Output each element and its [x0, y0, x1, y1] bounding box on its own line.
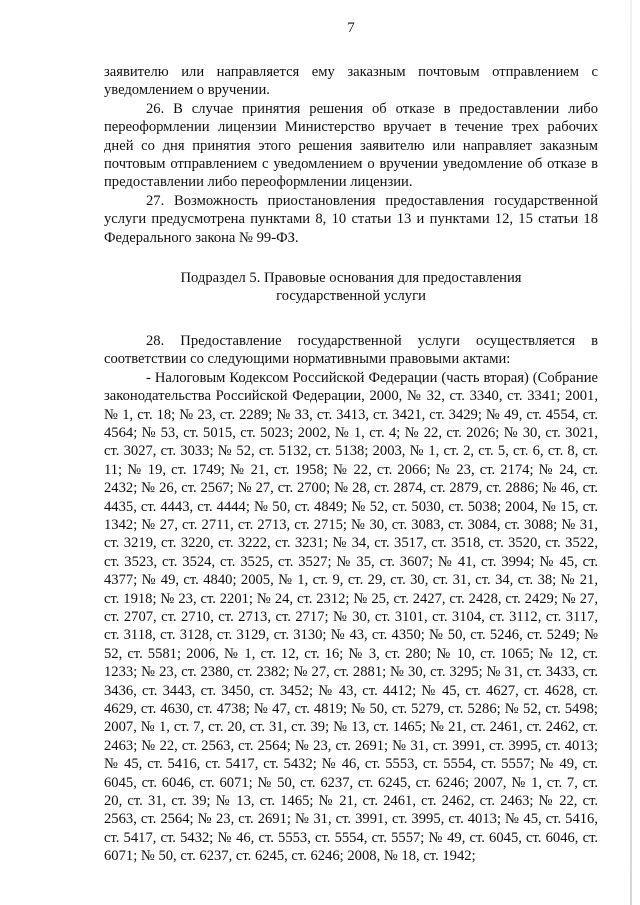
page-edge-shadow — [630, 0, 632, 905]
tax-code-reference: - Налоговым Кодексом Российской Федерации (часть вторая) (Собрание законодательства Российской Федерации, 2000, № 32, ст. 3340, ст. 3341; 2001, № 1, ст. 18; № 23, ст. 2289; № 33, ст. 3413, ст. 3421, ст. 3429; № 49, ст. 4554, ст. 4564; № 53, ст. 5015, ст. 5023; 2002, № 1, ст. 4; № 22, ст. 2026; № 30, ст. 3021, ст. 3027, ст. 3033; № 52, ст. 5132, ст. 5138; 2003, № 1, ст. 2, ст. 5, ст. 6, ст. 8, ст. 11; № 19, ст. 1749; № 21, ст. 1958; № 22, ст. 2066; № 23, ст. 2174; № 24, ст. 2432; № 26, ст. 2567; № 27, ст. 2700; № 28, ст. 2874, ст. 2879, ст. 2886; № 46, ст. 4435, ст. 4443, ст. 4444; № 50, ст. 4849; № 52, ст. 5030, ст. 5038; 2004, № 15, ст. 1342; № 27, ст. 2711, ст. 2713, ст. 2715; № 30, ст. 3083, ст. 3084, ст. 3088; № 31, ст. 3219, ст. 3220, ст. 3222, ст. 3231; № 34, ст. 3517, ст. 3518, ст. 3520, ст. 3522, ст. 3523, ст. 3524, ст. 3525, ст. 3527; № 35, ст. 3607; № 41, ст. 3994; № 45, ст. 4377; № 49, ст. 4840; 2005, № 1, ст. 9, ст. 29, ст. 30, ст. 31, ст. 34, ст. 38; № 21, ст. 1918; № 23, ст. 2201; № 24, ст. 2312; № 25, ст. 2427, ст. 2428, ст. 2429; № 27, ст. 2707, ст. 2710, ст. 2713, ст. 2717; № 30, ст. 3101, ст. 3104, ст. 3112, ст. 3117, ст. 3118, ст. 3128, ст. 3129, ст. 3130; № 43, ст. 4350; № 50, ст. 5246, ст. 5249; № 52, ст. 5581; 2006, № 1, ст. 12, ст. 16; № 3, ст. 280; № 10, ст. 1065; № 12, ст. 1233; № 23, ст. 2380, ст. 2382; № 27, ст. 2881; № 30, ст. 3295; № 31, ст. 3433, ст. 3436, ст. 3443, ст. 3450, ст. 3452; № 43, ст. 4412; № 45, ст. 4627, ст. 4628, ст. 4629, ст. 4630, ст. 4738; № 47, ст. 4819; № 50, ст. 5279, ст. 5286; № 52, ст. 5498; 2007, № 1, ст. 7, ст. 20, ст. 31, ст. 39; № 13, ст. 1465; № 21, ст. 2461, ст. 2462, ст. 2463; № 22, ст. 2563, ст. 2564; № 23, ст. 2691; № 31, ст. 3991, ст. 3995, ст. 4013; № 45, ст. 5416, ст. 5417, ст. 5432; № 46, ст. 5553, ст. 5554, ст. 5557; № 49, ст. 6045, ст. 6046, ст. 6071; № 50, ст. 6237, ст. 6245, ст. 6246; 2007, № 1, ст. 7, ст. 20, ст. 31, ст. 39; № 13, ст. 1465; № 21, ст. 2461, ст. 2462, ст. 2463; № 22, ст. 2563, ст. 2564; № 23, ст. 2691; № 31, ст. 3991, ст. 3995, ст. 4013; № 45, ст. 5416, ст. 5417, ст. 5432; № 46, ст. 5553, ст. 5554, ст. 5557; № 49, ст. 6045, ст. 6046, ст. 6071; № 50, ст. 6237, ст. 6245, ст. 6246; 2008, № 18, ст. 1942; — [104, 369, 598, 865]
page-number: 7 — [347, 20, 355, 36]
subsection-heading — [104, 269, 598, 306]
subsection-heading-line-2: государственной услуги — [276, 288, 426, 305]
paragraph-26: 26. В случае принятия решения об отказе в предоставлении либо переоформлении лицензии Министерство вручает в течение трех рабочих дней со дня принятия этого решения заявителю или направляет заказным почтовым отправлением с уведомлением о вручении уведомление об отказе в предоставлении либо переоформлении лицензии. — [104, 100, 598, 191]
subsection-heading-line-1: Подраздел 5. Правовые основания для предоставления — [180, 270, 522, 287]
paragraph-28: 28. Предоставление государственной услуги осуществляется в соответствии со следующими нормативными правовыми актами: — [104, 332, 598, 368]
paragraph-27: 27. Возможность приостановления предоставления государственной услуги предусмотрена пунктами 8, 10 статьи 13 и пунктами 12, 15 статьи 18 Федерального закона № 99-ФЗ. — [104, 192, 598, 246]
paragraph-25-continuation: заявителю или направляется ему заказным почтовым отправлением с уведомлением о вручении. — [104, 64, 598, 99]
